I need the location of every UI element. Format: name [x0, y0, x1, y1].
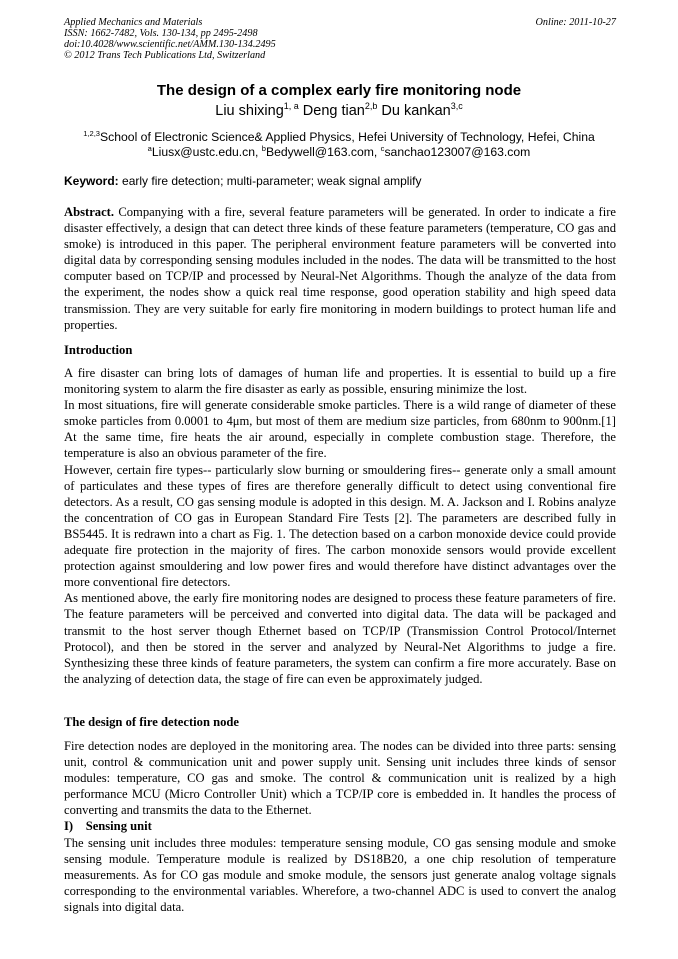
- abstract-label: Abstract.: [64, 205, 115, 219]
- author-list: [0, 103, 678, 119]
- author-affil-mark: 1, a: [283, 101, 299, 112]
- email-mark: c: [380, 143, 385, 153]
- issn-line: ISSN: 1662-7482, Vols. 130-134, pp 2495-2498: [64, 28, 258, 39]
- keywords: [64, 174, 616, 188]
- keyword-text: early fire detection; multi-parameter; weak signal amplify: [118, 174, 422, 188]
- author-affil-mark: 3,c: [450, 101, 463, 112]
- email-line: [0, 145, 678, 160]
- affiliation-mark: 1,2,3: [83, 128, 101, 138]
- author-affil-mark: 2,b: [364, 101, 378, 112]
- email-mark: a: [147, 143, 152, 153]
- journal-name: Applied Mechanics and Materials: [64, 17, 203, 28]
- author-name: Deng tian: [302, 103, 365, 119]
- email-address[interactable]: Liusx@ustc.edu.cn,: [151, 145, 262, 159]
- author-name: Du kankan: [381, 103, 451, 119]
- abstract: [64, 204, 616, 333]
- paragraph: A fire disaster can bring lots of damages of human life and properties. It is essential to build up a fire monitoring system to alarm the fire disaster as early as possible, ensuring minimize the lost.: [64, 366, 616, 397]
- email-mark: b: [261, 143, 266, 153]
- journal-header: [64, 17, 616, 61]
- affiliation-text: School of Electronic Science& Applied Physics, Hefei University of Technology, Hefei, China: [100, 130, 595, 144]
- paragraph: However, certain fire types-- particularly slow burning or smouldering fires-- generate only a small amount of particulates and these types of fires are therefore generally difficult to detect using conventional fire detectors. As a result, CO gas sensing module is adopted in this design. M. A. Jackson and I. Robins analyze the concentration of CO gas in European Standard Fire Tests [2]. The parameters are described fully in BS5445. It is redrawn into a chart as Fig. 1. The detection based on a carbon monoxide device could provide adequate fire protection in the majority of fires. The carbon monoxide sensors would provide excellent protection against smouldering and low power fires and would therefore have distinct advantages over the more conventional fire detectors.: [64, 462, 616, 590]
- paper-title: The design of a complex early fire monitoring node: [156, 82, 522, 99]
- design-heading: The design of fire detection node: [64, 715, 240, 729]
- paragraph: As mentioned above, the early fire monitoring nodes are designed to process these feature parameters of fire. The feature parameters will be perceived and converted into digital data. The data will be packaged and transmit to the host server though Ethernet based on TCP/IP (Transmission Control Protocol/Internet Protocol), and then be stored in the server and analyzed by Neural-Net Algorithms to judge a fire. Synthesizing these three kinds of feature parameters, the system can confirm a fire more accurately. Base on the analyzing of detection data, the stage of fire can even be approximately judged.: [64, 591, 616, 686]
- email-address[interactable]: Bedywell@163.com,: [266, 145, 381, 159]
- doi-line[interactable]: doi:10.4028/www.scientific.net/AMM.130-134.2495: [64, 39, 276, 50]
- sensing-unit-heading: I) Sensing unit: [64, 819, 152, 834]
- paragraph: Fire detection nodes are deployed in the monitoring area. The nodes can be divided into three parts: sensing unit, control & communication unit and power supply unit. Sensing unit includes three kinds of sensor modules: temperature, CO gas and smoke. The control & communication unit is realized by a high performance MCU (Micro Controller Unit) which a TCP/IP core is embedded in. It handles the process of converting and transmits the data to the Ethernet.: [64, 739, 616, 818]
- copyright-line: © 2012 Trans Tech Publications Ltd, Switzerland: [64, 50, 266, 61]
- introduction-heading: Introduction: [64, 343, 133, 357]
- affiliation-line: [0, 130, 678, 145]
- paragraph: In most situations, fire will generate considerable smoke particles. There is a wild range of diameter of these smoke particles from 0.0001 to 4μm, but most of them are medium size particles, from 680nm to 900nm.[1] At the same time, fire heats the air around, especially in complete combustion stage. Therefore, the temperature is also an obvious parameter of the fire.: [64, 398, 616, 461]
- abstract-text: Companying with a fire, several feature parameters will be generated. In order to indicate a fire disaster effectively, a design that can detect three kinds of these feature parameters (temperature, CO gas and smoke) is introduced in this paper. The peripheral environment feature parameters will be converted into digital data by corresponding sensing modules included in the nodes. The data will be transmitted to the host computer based on TCP/IP and processed by Neural-Net Algorithms. Though the analyze of the data from the experiment, the nodes show a quick real time response, good operation stability and high speed data transmission. They are very suitable for early fire monitoring in modern buildings to protect human life and properties.: [64, 205, 616, 332]
- introduction-body: [64, 365, 616, 687]
- affiliation-block: [0, 130, 678, 160]
- online-date: Online: 2011-10-27: [535, 17, 616, 28]
- paragraph: The sensing unit includes three modules: temperature sensing module, CO gas sensing module and smoke sensing module. Temperature module is realized by DS18B20, a one chip resolution of temperature measurements. As for CO gas module and smoke module, the sensors just generate analog voltage signals corresponding to the environmental variables. Wherefore, a two-channel ADC is used to convert the analog signals into digital data.: [64, 835, 616, 914]
- email-address[interactable]: sanchao123007@163.com: [384, 145, 531, 159]
- author-name: Liu shixing: [215, 103, 284, 119]
- keyword-label: Keyword:: [64, 174, 119, 188]
- design-body: [64, 738, 616, 915]
